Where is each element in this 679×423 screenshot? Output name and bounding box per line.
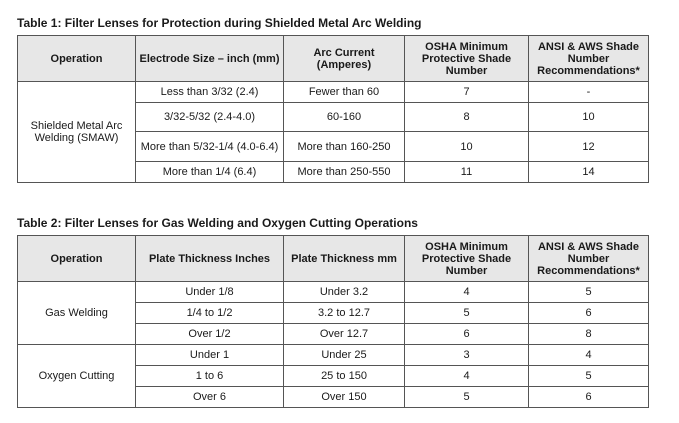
table-cell: 4 xyxy=(529,345,649,366)
table-cell: Under 25 xyxy=(284,345,405,366)
table1-header-osha-shade: OSHA Minimum Protective Shade Number xyxy=(405,36,529,82)
table1-header-operation: Operation xyxy=(18,36,136,82)
table-cell: More than 5/32-1/4 (4.0-6.4) xyxy=(136,132,284,162)
table-cell: 10 xyxy=(405,132,529,162)
table1-header-electrode-size: Electrode Size – inch (mm) xyxy=(136,36,284,82)
table-cell: Over 1/2 xyxy=(136,324,284,345)
table2-operation-oxygen-cutting: Oxygen Cutting xyxy=(18,345,136,408)
table1-header-row xyxy=(18,36,649,82)
table-cell: More than 250-550 xyxy=(284,162,405,183)
table-cell: Under 1/8 xyxy=(136,282,284,303)
table1-header-ansi-aws-shade: ANSI & AWS Shade Number Recommendations* xyxy=(529,36,649,82)
table-row xyxy=(18,82,649,103)
table2-caption: Table 2: Filter Lenses for Gas Welding and Oxygen Cutting Operations xyxy=(17,216,418,230)
table-cell: 7 xyxy=(405,82,529,103)
table2-header-row xyxy=(18,236,649,282)
table-cell: 12 xyxy=(529,132,649,162)
table-cell: 5 xyxy=(529,366,649,387)
table-cell: 8 xyxy=(529,324,649,345)
table-cell: Over 6 xyxy=(136,387,284,408)
table-row xyxy=(18,282,649,303)
table-cell: Fewer than 60 xyxy=(284,82,405,103)
table-cell: Over 150 xyxy=(284,387,405,408)
table-cell: 5 xyxy=(529,282,649,303)
table-cell: 60-160 xyxy=(284,103,405,132)
table-cell: 4 xyxy=(405,282,529,303)
table-cell: Under 1 xyxy=(136,345,284,366)
table-cell: 3 xyxy=(405,345,529,366)
table-row xyxy=(18,345,649,366)
table-cell: 6 xyxy=(405,324,529,345)
table-cell: 5 xyxy=(405,387,529,408)
table-cell: 6 xyxy=(529,303,649,324)
table-cell: More than 1/4 (6.4) xyxy=(136,162,284,183)
table-cell: 1 to 6 xyxy=(136,366,284,387)
table-cell: 11 xyxy=(405,162,529,183)
table1 xyxy=(17,35,649,183)
table-cell: 3/32-5/32 (2.4-4.0) xyxy=(136,103,284,132)
table-cell: More than 160-250 xyxy=(284,132,405,162)
table1-header-arc-current: Arc Current (Amperes) xyxy=(284,36,405,82)
table1-caption: Table 1: Filter Lenses for Protection during Shielded Metal Arc Welding xyxy=(17,16,422,30)
table2-header-osha-shade: OSHA Minimum Protective Shade Number xyxy=(405,236,529,282)
table2-header-operation: Operation xyxy=(18,236,136,282)
table1-operation-cell: Shielded Metal Arc Welding (SMAW) xyxy=(18,82,136,183)
table-cell: - xyxy=(529,82,649,103)
table-cell: 8 xyxy=(405,103,529,132)
table-cell: 1/4 to 1/2 xyxy=(136,303,284,324)
table-cell: 5 xyxy=(405,303,529,324)
table2-header-thickness-mm: Plate Thickness mm xyxy=(284,236,405,282)
table2-operation-gas-welding: Gas Welding xyxy=(18,282,136,345)
table-cell: 3.2 to 12.7 xyxy=(284,303,405,324)
table-cell: Over 12.7 xyxy=(284,324,405,345)
table-cell: 10 xyxy=(529,103,649,132)
table2 xyxy=(17,235,649,408)
table-cell: Less than 3/32 (2.4) xyxy=(136,82,284,103)
table-cell: 4 xyxy=(405,366,529,387)
table-cell: 14 xyxy=(529,162,649,183)
table-cell: 6 xyxy=(529,387,649,408)
table2-header-thickness-inches: Plate Thickness Inches xyxy=(136,236,284,282)
table-cell: Under 3.2 xyxy=(284,282,405,303)
table-cell: 25 to 150 xyxy=(284,366,405,387)
table2-header-ansi-aws-shade: ANSI & AWS Shade Number Recommendations* xyxy=(529,236,649,282)
